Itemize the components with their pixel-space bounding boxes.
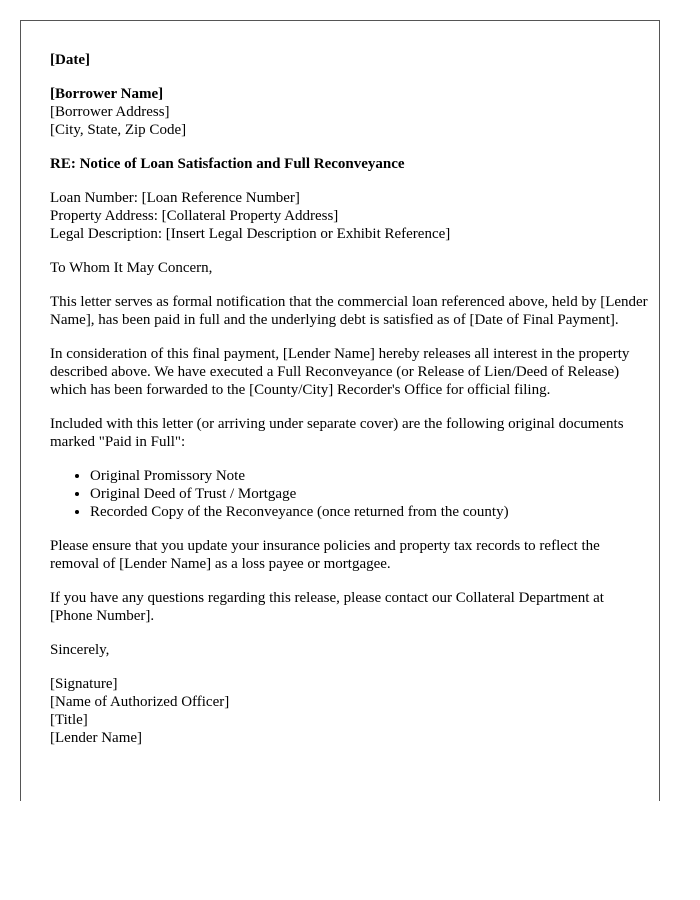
legal-description: Legal Description: [Insert Legal Description or Exhibit Reference]	[50, 226, 451, 242]
list-item: • Original Deed of Trust / Mortgage	[90, 485, 650, 503]
date-block	[50, 51, 650, 69]
subject-block	[50, 155, 650, 173]
letter-page	[20, 20, 660, 801]
property-address: Property Address: [Collateral Property Address]	[50, 208, 339, 224]
subject-line: RE: Notice of Loan Satisfaction and Full Reconveyance	[50, 156, 405, 172]
lender-name: [Lender Name]	[50, 730, 143, 746]
borrower-address: [Borrower Address]	[50, 104, 170, 120]
officer-title: [Title]	[50, 712, 88, 728]
loan-number: Loan Number: [Loan Reference Number]	[50, 190, 300, 206]
paragraph-insurance: Please ensure that you update your insurance policies and property tax records to reflect the removal of [Lender Name] as a loss payee or mortgagee.	[50, 538, 600, 572]
officer-name: [Name of Authorized Officer]	[50, 694, 230, 710]
paragraph-release: In consideration of this final payment, [Lender Name] hereby releases all interest in the property described above. We have executed a Full Reconveyance (or Release of Lien/Deed of Release) which has been forwarded to the [County/City] Recorder's Office for official filing.	[50, 346, 630, 398]
list-item: • Recorded Copy of the Reconveyance (once returned from the county)	[90, 503, 650, 521]
closing: Sincerely,	[50, 642, 110, 658]
salutation: To Whom It May Concern,	[50, 260, 213, 276]
paragraph-contact: If you have any questions regarding this release, please contact our Collateral Department at [Phone Number].	[50, 590, 604, 624]
signature-block	[50, 675, 650, 747]
letter-content	[50, 51, 650, 763]
letter-date: [Date]	[50, 52, 90, 68]
loan-details-block	[50, 189, 650, 243]
borrower-city-state-zip: [City, State, Zip Code]	[50, 122, 187, 138]
borrower-address-block	[50, 85, 650, 139]
paragraph-notification: This letter serves as formal notification that the commercial loan referenced above, held by [Lender Name], has been paid in full and the underlying debt is satisfied as of [Date of Final Payment].	[50, 294, 648, 328]
paragraph-included-documents: Included with this letter (or arriving under separate cover) are the following original documents marked "Paid in Full":	[50, 416, 624, 450]
borrower-name: [Borrower Name]	[50, 86, 164, 102]
documents-list	[50, 467, 650, 521]
list-item: • Original Promissory Note	[90, 467, 650, 485]
signature: [Signature]	[50, 676, 118, 692]
